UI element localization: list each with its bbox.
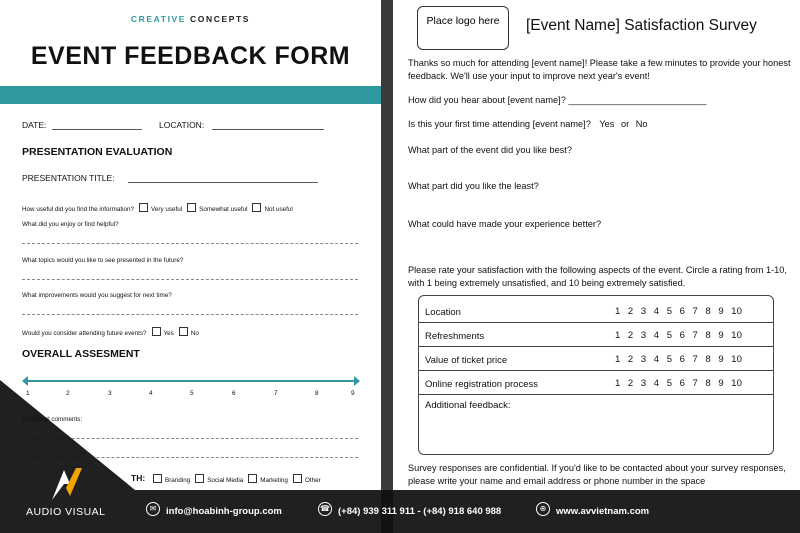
date-label: DATE:	[22, 120, 47, 130]
improve-answer-line[interactable]	[22, 314, 358, 315]
question-liked-best: What part of the event did you like best?	[408, 145, 572, 155]
scale-number: 9	[351, 390, 355, 397]
very-useful-checkbox[interactable]	[139, 203, 148, 212]
email-icon: ✉	[146, 502, 160, 516]
not-useful-checkbox[interactable]	[252, 203, 261, 212]
location-label: LOCATION:	[159, 120, 205, 130]
title-accent-bar	[0, 86, 381, 104]
additional-feedback-area[interactable]	[419, 414, 773, 454]
scale-number: 5	[190, 390, 194, 397]
question-first-time	[408, 119, 647, 129]
rating-row-label: Online registration process	[425, 379, 538, 390]
rating-scale-options[interactable]: 1 2 3 4 5 6 7 8 9 10	[615, 354, 742, 365]
future-events-question	[22, 327, 199, 337]
rating-table	[418, 295, 774, 455]
scale-right-arrow	[354, 376, 360, 386]
useful-question	[22, 203, 293, 213]
other-checkbox[interactable]	[293, 474, 302, 483]
social-media-checkbox[interactable]	[195, 474, 204, 483]
phone-icon: ☎	[318, 502, 332, 516]
scale-number: 7	[274, 390, 278, 397]
scale-number: 4	[149, 390, 153, 397]
survey-title: [Event Name] Satisfaction Survey	[526, 17, 757, 34]
future-no-checkbox[interactable]	[179, 327, 188, 336]
location-field[interactable]	[212, 129, 324, 130]
branding-label: Branding	[165, 477, 191, 484]
footer-website[interactable]: www.avvietnam.com	[556, 506, 650, 517]
footer-phone[interactable]: (+84) 939 311 911 - (+84) 918 640 988	[338, 506, 502, 517]
additional-feedback-label: Additional feedback:	[425, 400, 511, 411]
future-no-label: No	[190, 330, 199, 337]
enjoy-question: What did you enjoy or find helpful?	[22, 221, 119, 228]
intro-paragraph: Thanks so much for attending [event name]! Please take a few minutes to provide your honest feedback. We'll use your input to improve next year's event!	[408, 58, 791, 81]
additional-comments-label: Additional comments:	[22, 416, 83, 423]
rating-row-ticket-value	[419, 346, 773, 371]
scale-number: 6	[232, 390, 236, 397]
rating-row-label: Value of ticket price	[425, 355, 508, 366]
av-logo-icon	[50, 466, 88, 502]
scale-number: 2	[66, 390, 70, 397]
future-yes-label: Yes	[163, 330, 174, 337]
future-question-text: Would you consider attending future events?	[22, 330, 147, 337]
overall-section-heading: OVERALL ASSESMENT	[22, 348, 140, 360]
topics-answer-line[interactable]	[22, 279, 358, 280]
social-media-label: Social Media	[207, 477, 244, 484]
marketing-label: Marketing	[260, 477, 288, 484]
rating-row-location	[419, 298, 773, 323]
brand-creative: CREATIVE	[130, 14, 187, 24]
very-useful-label: Very useful	[151, 206, 183, 213]
other-label: Other	[304, 477, 321, 484]
presentation-title-label: PRESENTATION TITLE:	[22, 173, 115, 183]
heard-about-options	[148, 474, 321, 484]
logo-placeholder: Place logo here	[417, 6, 509, 50]
heard-about-label: TH:	[131, 473, 146, 483]
scale-number: 1	[26, 390, 30, 397]
form-title: EVENT FEEDBACK FORM	[30, 42, 351, 70]
rating-scale-options[interactable]: 1 2 3 4 5 6 7 8 9 10	[615, 330, 742, 341]
rating-scale-options[interactable]: 1 2 3 4 5 6 7 8 9 10	[615, 306, 742, 317]
first-time-yes[interactable]: Yes	[599, 119, 615, 129]
first-time-no[interactable]: No	[635, 119, 648, 129]
footer-brand: AUDIO VISUAL	[26, 506, 106, 518]
enjoy-answer-line[interactable]	[22, 243, 358, 244]
question-heard-about: How did you hear about [event name]? ___________________________	[408, 95, 707, 105]
somewhat-useful-checkbox[interactable]	[187, 203, 196, 212]
future-yes-checkbox[interactable]	[152, 327, 161, 336]
scale-number: 3	[108, 390, 112, 397]
rating-row-refreshments	[419, 322, 773, 347]
marketing-checkbox[interactable]	[248, 474, 257, 483]
footer-email[interactable]: info@hoabinh-group.com	[166, 506, 282, 517]
rating-row-label: Location	[425, 307, 461, 318]
scale-number: 8	[315, 390, 319, 397]
improve-question: What improvements would you suggest for next time?	[22, 292, 172, 299]
first-time-or: or	[620, 119, 630, 129]
branding-checkbox[interactable]	[153, 474, 162, 483]
somewhat-useful-label: Somewhat useful	[199, 206, 248, 213]
rating-row-online-registration	[419, 370, 773, 395]
rating-instructions: Please rate your satisfaction with the following aspects of the event. Circle a rating from 1-10, with 1 being extremely unsatisfied, and 10 being extremely satisfied.	[408, 265, 787, 288]
brand-concepts: CONCEPTS	[190, 14, 251, 24]
not-useful-label: Not useful	[264, 206, 293, 213]
brand-header	[0, 14, 381, 24]
confidential-note: Survey responses are confidential. If you'd like to be contacted about your survey responses, please write your name and email address or phone number in the space	[408, 463, 786, 486]
question-better-experience: What could have made your experience better?	[408, 219, 602, 229]
globe-icon: ⊕	[536, 502, 550, 516]
presentation-section-heading: PRESENTATION EVALUATION	[22, 146, 173, 158]
rating-scale-options[interactable]: 1 2 3 4 5 6 7 8 9 10	[615, 378, 742, 389]
topics-question: What topics would you like to see presented in the future?	[22, 257, 184, 264]
date-field[interactable]	[52, 129, 142, 130]
first-time-text: Is this your first time attending [event name]?	[408, 119, 591, 129]
rating-row-label: Refreshments	[425, 331, 485, 342]
presentation-title-field[interactable]	[128, 182, 318, 183]
satisfaction-survey-page	[393, 0, 800, 533]
question-liked-least: What part did you like the least?	[408, 181, 539, 191]
useful-question-text: How useful did you find the information?	[22, 206, 135, 213]
